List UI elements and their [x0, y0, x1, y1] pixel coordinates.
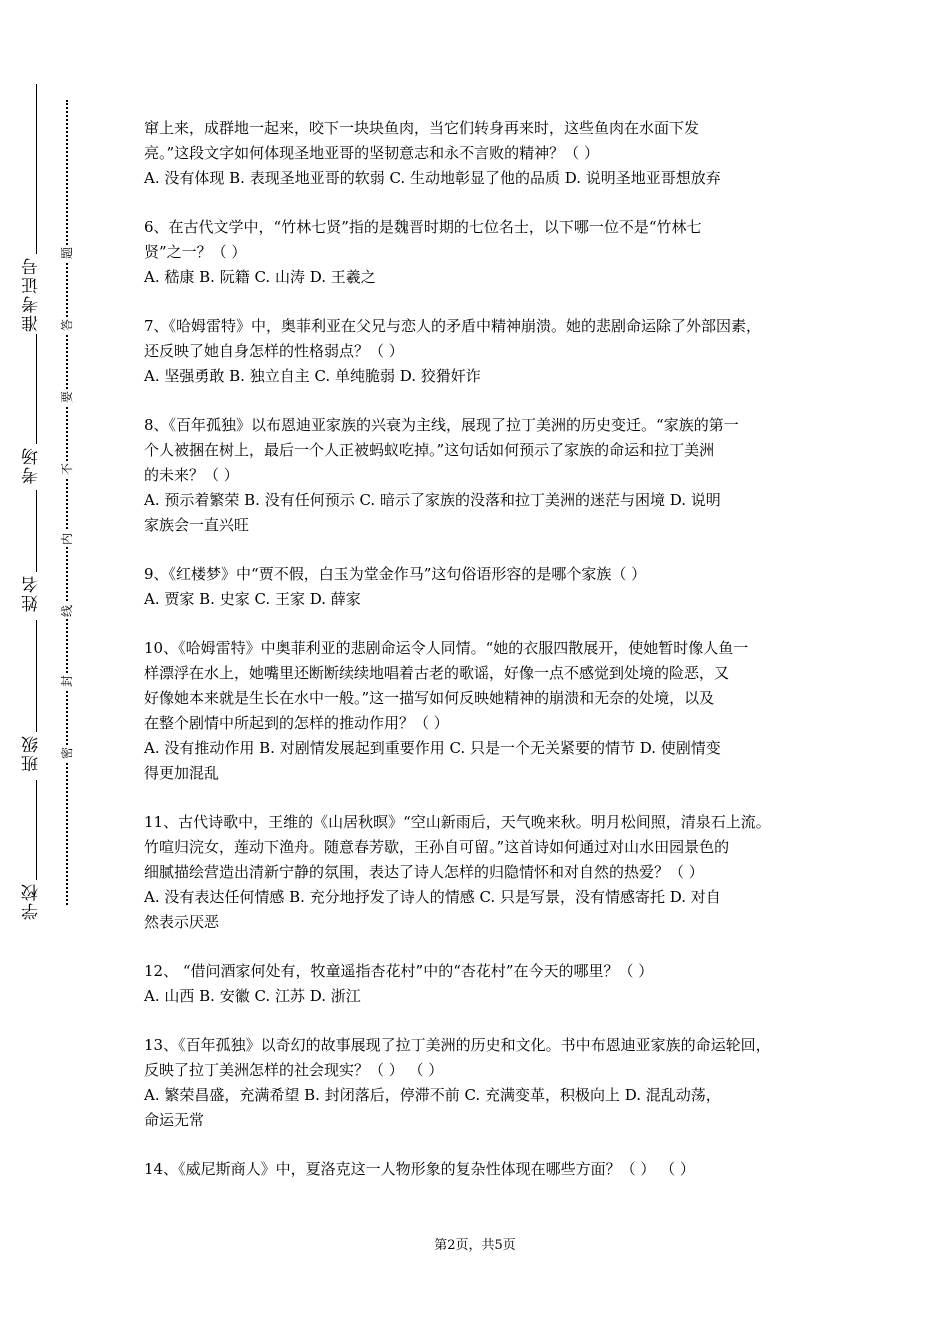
question-options: A. 没有推动作用 B. 对剧情发展起到重要作用 C. 只是一个无关紧要的情节 D. 使剧情变 — [144, 739, 721, 757]
question-stem-line: 反映了拉丁美洲怎样的社会现实？（ ） （ ） — [144, 1061, 444, 1079]
question-8 — [144, 413, 824, 538]
exam-id-line — [36, 84, 37, 254]
question-stem-line: 样漂浮在水上，她嘴里还断断续续地唱着古老的歌谣，好像一点不感觉到处境的险恶，又 — [144, 664, 730, 682]
question-options: A. 贾家 B. 史家 C. 王家 D. 薛家 — [144, 590, 361, 608]
question-stem-line: 12、 “借问酒家何处有，牧童遥指杏花村”中的“杏花村”在今天的哪里？（ ） — [144, 962, 654, 980]
question-stem-line: 好像她本来就是生长在水中一般。”这一描写如何反映她精神的崩溃和无奈的处境，以及 — [144, 689, 715, 707]
seal-char: 要 — [60, 391, 74, 404]
question-stem-line: 8、《百年孤独》以布恩迪亚家族的兴衰为主线，展现了拉丁美洲的历史变迁。“家族的第一 — [144, 416, 739, 434]
question-options: A. 山西 B. 安徽 C. 江苏 D. 浙江 — [144, 987, 361, 1005]
question-list — [144, 116, 824, 1206]
question-options: A. 繁荣昌盛，充满希望 B. 封闭落后，停滞不前 C. 充满变革，积极向上 D. 混乱动荡， — [144, 1086, 721, 1104]
question-7 — [144, 314, 824, 389]
question-stem-line: 还反映了她自身怎样的性格弱点？（ ） — [144, 342, 404, 360]
question-stem-line: 6、在古代文学中，“竹林七贤”指的是魏晋时期的七位名士，以下哪一位不是“竹林七 — [144, 218, 702, 236]
question-stem-line: 13、《百年孤独》以奇幻的故事展现了拉丁美洲的历史和文化。书中布恩迪亚家族的命运轮回， — [144, 1036, 771, 1054]
question-stem-line: 7、《哈姆雷特》中，奥菲利亚在父兄与恋人的矛盾中精神崩溃。她的悲剧命运除了外部因素， — [144, 317, 762, 335]
class-line — [36, 620, 37, 732]
question-10 — [144, 636, 824, 786]
question-options: A. 嵇康 B. 阮籍 C. 山涛 D. 王羲之 — [144, 268, 376, 286]
seal-char: 线 — [60, 605, 74, 618]
question-stem-line: 14、《威尼斯商人》中，夏洛克这一人物形象的复杂性体现在哪些方面？（ ） （ ） — [144, 1160, 695, 1178]
question-5-continued — [144, 116, 824, 191]
question-stem-line: 的未来？（ ） — [144, 466, 239, 484]
question-14 — [144, 1157, 824, 1182]
question-options: 得更加混乱 — [144, 764, 220, 782]
question-options: A. 坚强勇敢 B. 独立自主 C. 单纯脆弱 D. 狡猾奸诈 — [144, 367, 481, 385]
room-line — [36, 334, 37, 444]
question-options: A. 预示着繁荣 B. 没有任何预示 C. 暗示了家族的没落和拉丁美洲的迷茫与困境 D. 说明 — [144, 491, 721, 509]
name-line — [36, 490, 37, 572]
question-13 — [144, 1033, 824, 1133]
question-options: A. 没有体现 B. 表现圣地亚哥的软弱 C. 生动地彰显了他的品质 D. 说明圣地亚哥想放弃 — [144, 169, 721, 187]
exam-id-label: 准考证号 — [22, 256, 42, 332]
page-number: 第2页，共5页 — [434, 1238, 516, 1253]
name-label: 姓名 — [22, 574, 42, 612]
seal-dotted-line — [66, 100, 68, 905]
school-line — [36, 780, 37, 880]
question-stem-line: 竹喧归浣女，莲动下渔舟。随意春芳歇，王孙自可留。”这首诗如何通过对山水田园景色的 — [144, 838, 730, 856]
question-stem-line: 窜上来，成群地一起来，咬下一块块鱼肉，当它们转身再来时，这些鱼肉在水面下发 — [144, 119, 700, 137]
question-options: 家族会一直兴旺 — [144, 516, 250, 534]
seal-char: 答 — [60, 319, 74, 332]
question-stem-line: 亮。”这段文字如何体现圣地亚哥的坚韧意志和永不言败的精神？（ ） — [144, 144, 599, 162]
question-stem-line: 贤”之一？（ ） — [144, 243, 247, 261]
question-stem-line: 10、《哈姆雷特》中奥菲利亚的悲剧命运令人同情。“她的衣服四散展开，使她暂时像人鱼一 — [144, 639, 749, 657]
question-11 — [144, 810, 824, 935]
binding-margin — [0, 0, 110, 1344]
question-stem-line: 在整个剧情中所起到的怎样的推动作用？（ ） — [144, 714, 449, 732]
seal-char: 密 — [60, 747, 74, 760]
class-label: 班级 — [22, 734, 42, 772]
seal-char: 封 — [60, 675, 74, 688]
question-options: 命运无常 — [144, 1111, 205, 1129]
question-stem-line: 9、《红楼梦》中“贾不假，白玉为堂金作马”这句俗语形容的是哪个家族（ ） — [144, 565, 647, 583]
school-label: 学校 — [22, 882, 42, 920]
question-options: A. 没有表达任何情感 B. 充分地抒发了诗人的情感 C. 只是写景，没有情感寄托 D. 对自 — [144, 888, 721, 906]
question-stem-line: 细腻描绘营造出清新宁静的氛围，表达了诗人怎样的归隐情怀和对自然的热爱？（ ） — [144, 863, 704, 881]
room-label: 考场 — [22, 446, 42, 484]
question-stem-line: 个人被捆在树上，最后一个人正被蚂蚁吃掉。”这句话如何预示了家族的命运和拉丁美洲 — [144, 441, 715, 459]
question-options: 然表示厌恶 — [144, 913, 220, 931]
seal-char: 不 — [60, 463, 74, 476]
question-stem-line: 11、古代诗歌中，王维的《山居秋暝》“空山新雨后，天气晚来秋。明月松间照，清泉石上流。 — [144, 813, 771, 831]
question-9 — [144, 562, 824, 612]
seal-char: 题 — [60, 247, 74, 260]
question-12 — [144, 959, 824, 1009]
seal-char: 内 — [60, 533, 74, 546]
question-6 — [144, 215, 824, 290]
